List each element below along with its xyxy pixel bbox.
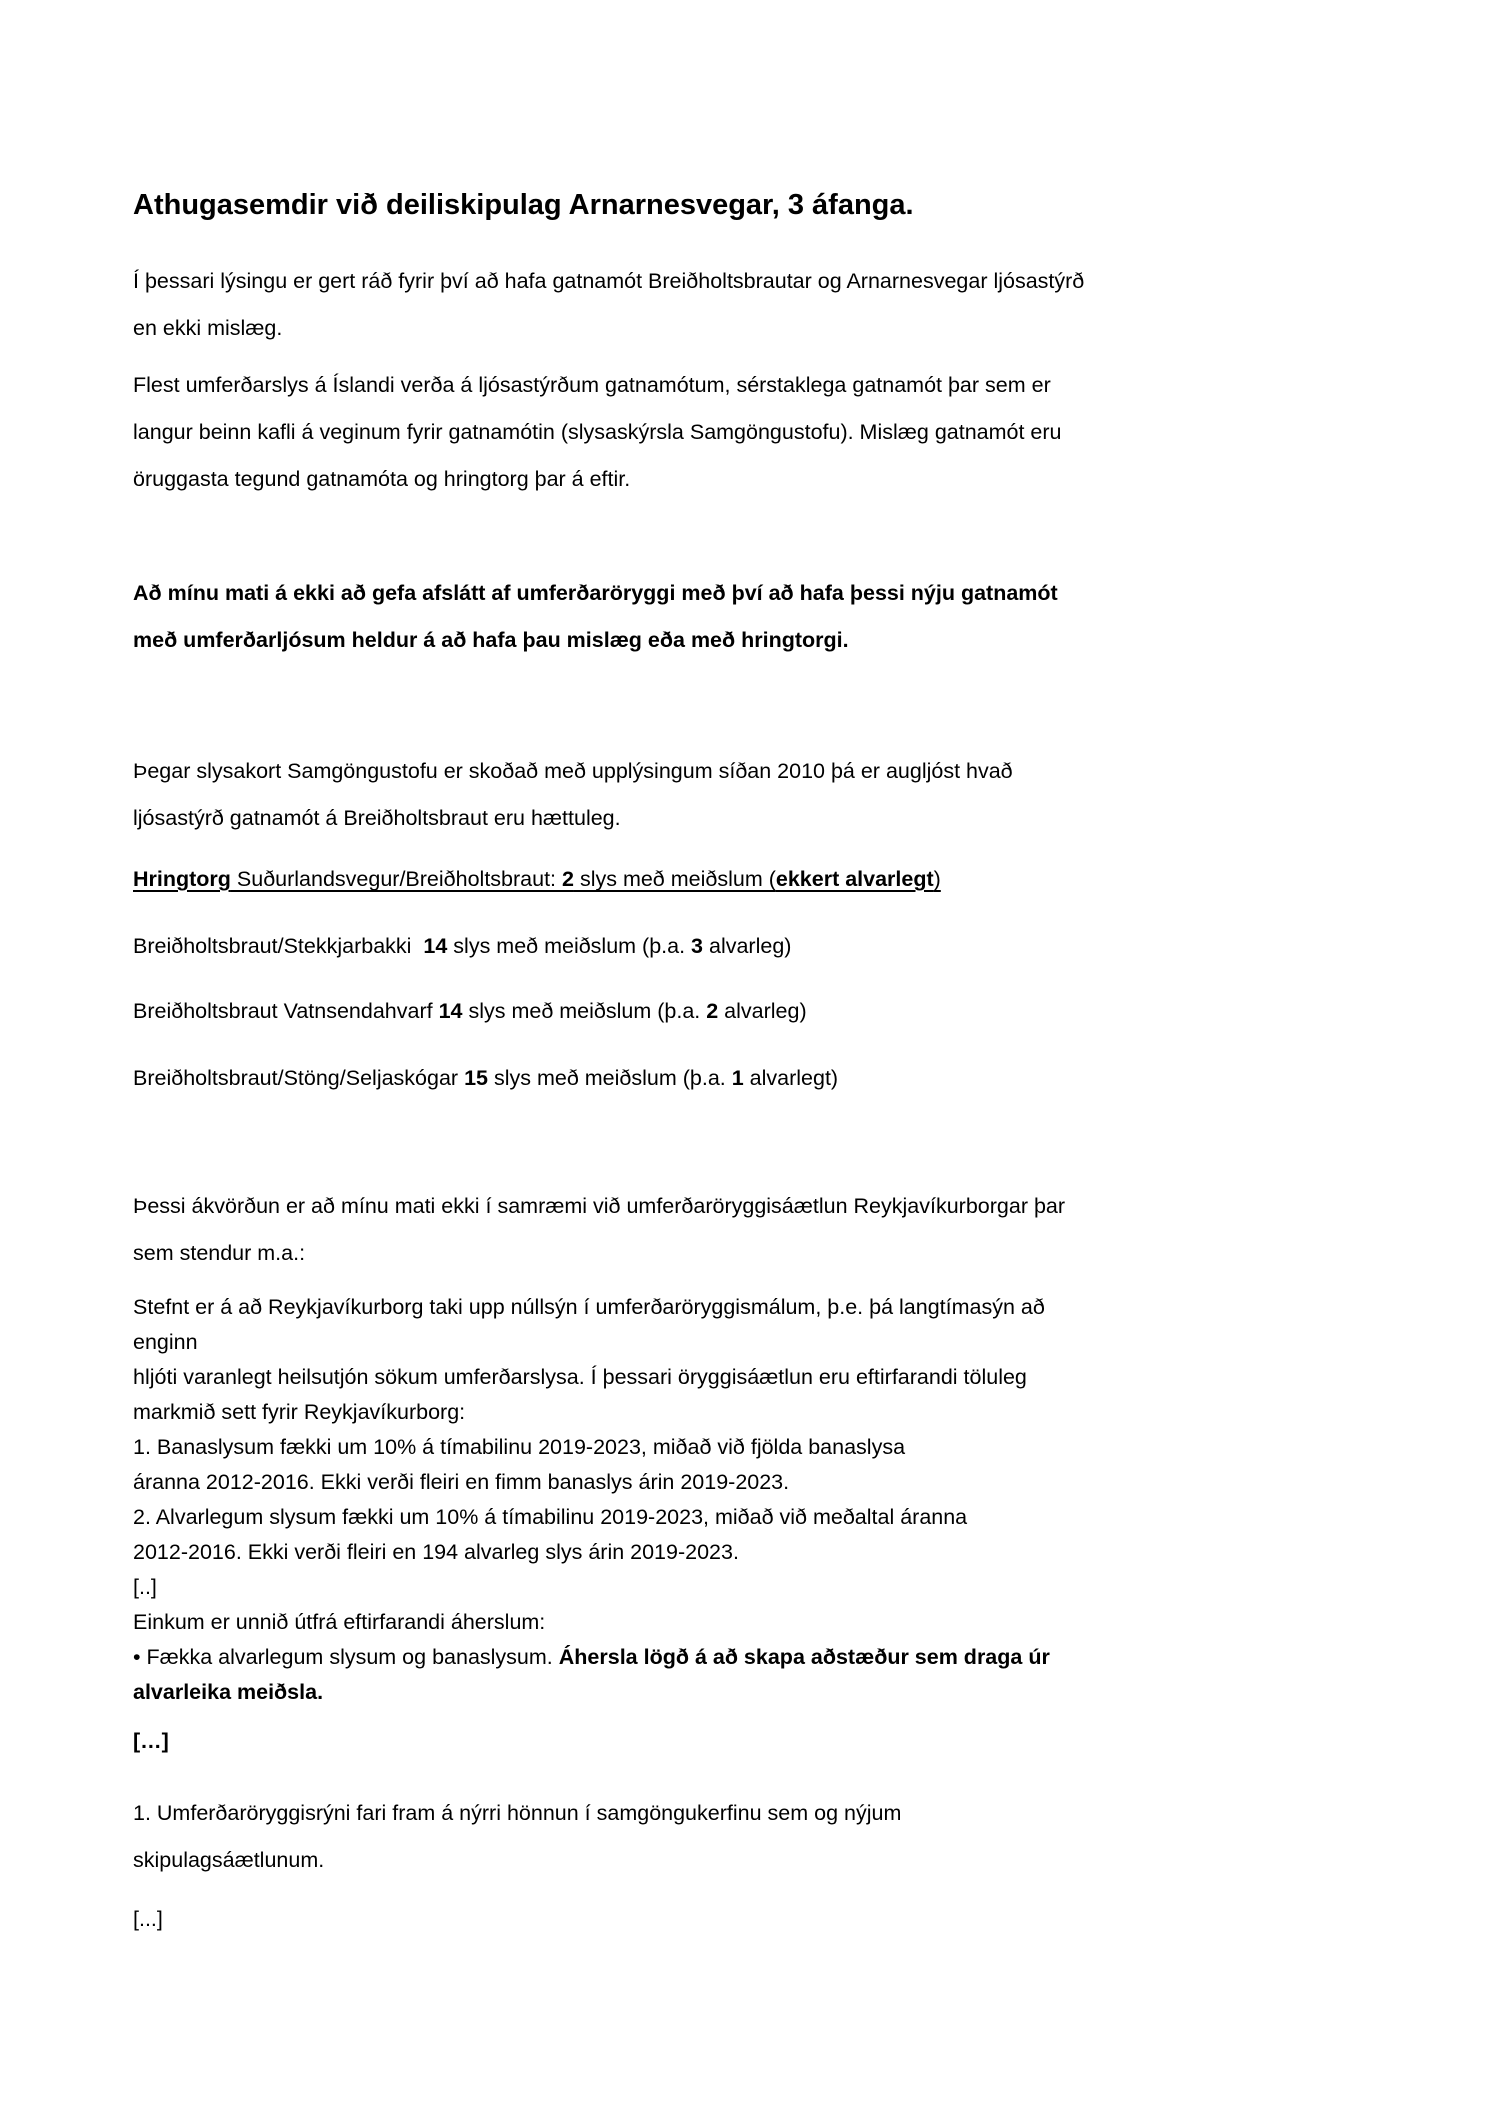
- text-run: 1: [731, 1066, 744, 1090]
- text-run: Breiðholtsbraut/Stöng/Seljaskógar: [133, 1066, 465, 1090]
- text-run: Þegar slysakort Samgöngustofu er skoðað með upplýsingum síðan 2010 þá er augljóst hvað ljósastýrð gatnamót á Breiðholtsbraut eru hættuleg.: [133, 759, 1019, 830]
- text-run: slys með meiðslum (þ.a.: [447, 934, 692, 958]
- quote-line: [133, 1675, 1091, 1710]
- quote-line-bullet: [133, 1640, 1091, 1675]
- paragraph-akvordun: [133, 1183, 1091, 1277]
- text-run: hljóti varanlegt heilsutjón sökum umferðarslysa. Í þessari öryggisáætlun eru eftirfarandi töluleg: [133, 1365, 1027, 1389]
- text-run: Einkum er unnið útfrá eftirfarandi áherslum:: [133, 1610, 546, 1634]
- stat-line-stong-seljaskogar: [133, 1055, 1091, 1102]
- text-run: áranna 2012-2016. Ekki verði fleiri en fimm banaslys árin 2019-2023.: [133, 1470, 790, 1494]
- text-run: Í þessari lýsingu er gert ráð fyrir því að hafa gatnamót Breiðholtsbrautar og Arnarnesvegar ljósastýrð en ekki mislæg.: [133, 269, 1091, 340]
- text-run: alvarleika meiðsla.: [133, 1680, 324, 1704]
- text-run: Suðurlandsvegur/Breiðholtsbraut:: [230, 867, 562, 891]
- text-run: [..]: [133, 1575, 157, 1599]
- quote-line: [133, 1605, 1091, 1640]
- text-run: 3: [691, 934, 704, 958]
- document-title: Athugasemdir við deiliskipulag Arnarnesvegar, 3 áfanga.: [133, 189, 914, 221]
- quote-line: [133, 1535, 1091, 1570]
- quote-block-oryggisaaetlun: [133, 1290, 1091, 1710]
- quote-line: [133, 1430, 1091, 1465]
- text-run: 2: [706, 999, 719, 1023]
- text-run: 2012-2016. Ekki verði fleiri en 194 alvarleg slys árin 2019-2023.: [133, 1540, 739, 1564]
- ellipsis-marker-bold: […]: [133, 1729, 169, 1753]
- paragraph-slysakort: [133, 748, 1091, 842]
- text-run: alvarleg): [718, 999, 807, 1023]
- text-run: markmið sett fyrir Reykjavíkurborg:: [133, 1400, 466, 1424]
- text-run: Áhersla lögð á að skapa aðstæður sem draga úr: [558, 1645, 1050, 1669]
- text-run: Stefnt er á að Reykjavíkurborg taki upp núllsýn í umferðaröryggismálum, þ.e. þá langtímasýn að: [133, 1295, 1045, 1319]
- text-run: Flest umferðarslys á Íslandi verða á ljósastýrðum gatnamótum, sérstaklega gatnamót þar sem er langur beinn kafli á veginum fyrir gatnamótin (slysaskýrsla Samgöngustofu). Mislæg gatnamót eru öruggasta tegund gatnamóta og hringtorg þar á eftir.: [133, 373, 1068, 491]
- text-run: enginn: [133, 1330, 198, 1354]
- text-run: 1. Banaslysum fækki um 10% á tímabilinu 2019-2023, miðað við fjölda banaslysa: [133, 1435, 906, 1459]
- text-run: ): [933, 867, 941, 891]
- document-content: [133, 186, 1091, 1943]
- text-run: 15: [464, 1066, 488, 1090]
- text-run: slys með meiðslum (: [573, 867, 776, 891]
- quote-line: [133, 1500, 1091, 1535]
- text-run: alvarleg): [703, 934, 792, 958]
- quote-line: [133, 1395, 1091, 1430]
- paragraph-opinion-bold: [133, 570, 1091, 664]
- text-run: 2: [562, 867, 574, 891]
- paragraph-accidents-overview: [133, 362, 1091, 503]
- quote-line: [133, 1360, 1091, 1395]
- text-run: slys með meiðslum (þ.a.: [487, 1066, 732, 1090]
- quote-line: [133, 1325, 1091, 1360]
- quote-line: [133, 1570, 1091, 1605]
- ellipsis-marker-end: [...]: [133, 1907, 163, 1931]
- quote-line: [133, 1290, 1091, 1325]
- text-run: alvarlegt): [743, 1066, 839, 1090]
- text-run: 2. Alvarlegum slysum fækki um 10% á tímabilinu 2019-2023, miðað við meðaltal áranna: [133, 1505, 968, 1529]
- stat-line-vatnsendahvarf: [133, 988, 1091, 1035]
- text-run: • Fækka alvarlegum slysum og banaslysum.: [133, 1645, 559, 1669]
- text-run: Þessi ákvörðun er að mínu mati ekki í samræmi við umferðaröryggisáætlun Reykjavíkurborgar þar sem stendur m.a.:: [133, 1194, 1072, 1265]
- text-run: ekkert alvarlegt: [775, 867, 934, 891]
- text-run: Hringtorg: [133, 867, 231, 891]
- paragraph-umferdaroryggisryni: 1. Umferðaröryggisrýni fari fram á nýrri hönnun í samgöngukerfinu sem og nýjum skipulagsáætlunum.: [133, 1801, 908, 1872]
- text-run: Að mínu mati á ekki að gefa afslátt af umferðaröryggi með því að hafa þessi nýju gatnamót með umferðarljósum heldur á að hafa þau mislæg eða með hringtorgi.: [133, 581, 1064, 652]
- stat-line-hringtorg: [133, 856, 1091, 903]
- paragraph-intro: [133, 258, 1091, 352]
- text-run: 14: [423, 934, 448, 958]
- text-run: Breiðholtsbraut Vatnsendahvarf: [133, 999, 439, 1023]
- stat-line-stekkjarbakki: [133, 923, 1091, 970]
- quote-line: [133, 1465, 1091, 1500]
- text-run: Breiðholtsbraut/Stekkjarbakki: [133, 934, 424, 958]
- text-run: 14: [438, 999, 463, 1023]
- text-run: slys með meiðslum (þ.a.: [462, 999, 707, 1023]
